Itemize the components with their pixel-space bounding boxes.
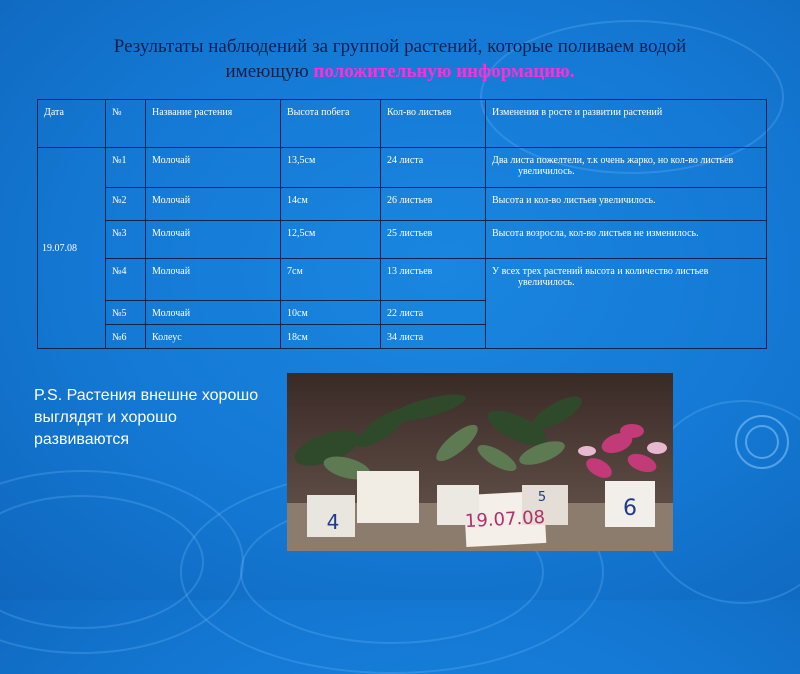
cell-number: №1	[106, 148, 146, 188]
cell-plant-name: Молочай	[146, 221, 281, 259]
change-text: У всех трех растений высота и количество листьев увеличилось.	[492, 266, 709, 288]
change-text: Высота и кол-во листьев увеличилось.	[492, 195, 656, 206]
header-plant-name: Название растения	[146, 100, 281, 148]
cell-change	[486, 188, 767, 221]
cell-number: №5	[106, 301, 146, 325]
cell-plant-name: Молочай	[146, 188, 281, 221]
title-line-2	[30, 59, 770, 84]
pot-label-4: 4	[326, 510, 340, 534]
cell-plant-name: Колеус	[146, 325, 281, 349]
title-line-1: Результаты наблюдений за группой растений, которые поливаем водой	[113, 36, 687, 57]
change-text: Два листа пожелтели, т.к очень жарко, но кол-во листьев увеличилось.	[492, 155, 734, 177]
cell-change	[486, 221, 767, 259]
header-number: №	[106, 100, 146, 148]
cell-plant-name: Молочай	[146, 259, 281, 301]
table-row	[38, 259, 767, 301]
cell-height: 12,5см	[281, 221, 381, 259]
cell-leaves: 34 листа	[381, 325, 486, 349]
header-height: Высота побега	[281, 100, 381, 148]
change-text: Высота возросла, кол-во листьев не изменилось.	[492, 228, 699, 239]
cell-height: 18см	[281, 325, 381, 349]
title-highlight: положительную информацию.	[313, 61, 575, 82]
date-card-label: 19.07.08	[464, 506, 546, 533]
cell-leaves: 22 листа	[381, 301, 486, 325]
table-header-row	[38, 100, 767, 148]
table-row	[38, 188, 767, 221]
cell-leaves: 24 листа	[381, 148, 486, 188]
cell-change	[486, 259, 767, 349]
table-row	[38, 221, 767, 259]
plants-photo	[287, 373, 673, 551]
date-cell: 19.07.08	[38, 148, 106, 349]
observation-table	[37, 99, 767, 349]
pot-label-5: 5	[537, 490, 547, 505]
cell-leaves: 25 листьев	[381, 221, 486, 259]
cell-height: 7см	[281, 259, 381, 301]
cell-number: №6	[106, 325, 146, 349]
header-leaves: Кол-во листьев	[381, 100, 486, 148]
cell-plant-name: Молочай	[146, 148, 281, 188]
header-changes: Изменения в росте и развитии растений	[486, 100, 767, 148]
cell-number: №3	[106, 221, 146, 259]
cell-plant-name: Молочай	[146, 301, 281, 325]
table-row	[38, 148, 767, 188]
cell-change	[486, 148, 767, 188]
cell-height: 10см	[281, 301, 381, 325]
pot-label-6: 6	[623, 496, 637, 521]
cell-height: 14см	[281, 188, 381, 221]
header-date: Дата	[38, 100, 106, 148]
ps-note: P.S. Растения внешне хорошо выглядят и хорошо развиваются	[34, 387, 259, 448]
cell-leaves: 13 листьев	[381, 259, 486, 301]
cell-number: №2	[106, 188, 146, 221]
cell-number: №4	[106, 259, 146, 301]
cell-height: 13,5см	[281, 148, 381, 188]
page-title	[30, 34, 770, 84]
cell-leaves: 26 листьев	[381, 188, 486, 221]
title-line-2-prefix: имеющую	[225, 61, 314, 82]
